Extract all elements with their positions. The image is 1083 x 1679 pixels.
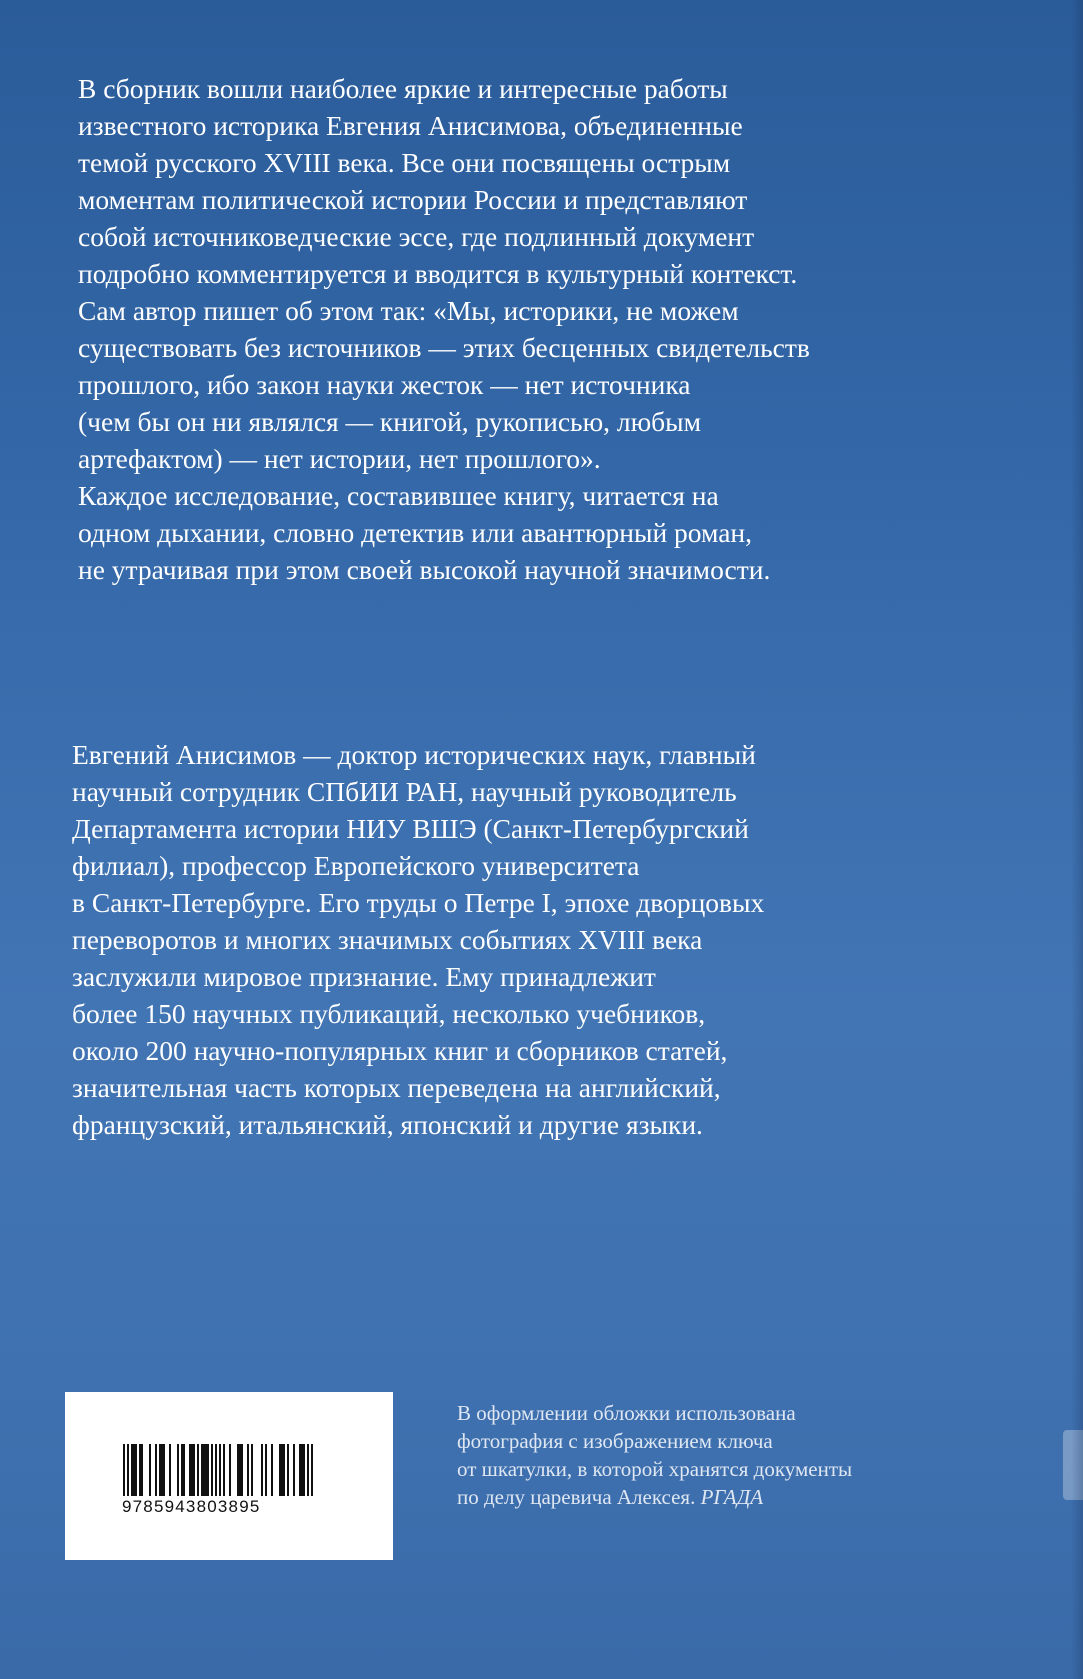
barcode-panel bbox=[65, 1392, 393, 1560]
barcode-bar bbox=[139, 1444, 143, 1496]
barcode-bar bbox=[127, 1444, 129, 1496]
barcode-bar bbox=[265, 1444, 267, 1496]
barcode-bar bbox=[293, 1444, 295, 1496]
author-bio-line: значительная часть которых переведена на английский, bbox=[72, 1072, 721, 1103]
barcode-bar bbox=[155, 1444, 157, 1496]
barcode-bar bbox=[279, 1444, 285, 1496]
barcode-bar bbox=[299, 1444, 305, 1496]
cover-edge-mark bbox=[1063, 1430, 1083, 1500]
author-bio-line: научный сотрудник СПбИИ РАН, научный руководитель bbox=[72, 776, 737, 807]
description-line: известного историка Евгения Анисимова, объединенные bbox=[78, 110, 743, 141]
barcode-bar bbox=[197, 1444, 199, 1496]
barcode-bar bbox=[287, 1444, 289, 1496]
barcode-bar bbox=[237, 1444, 243, 1496]
description-line: одном дыхании, словно детектив или авантюрный роман, bbox=[78, 517, 753, 548]
description-line: подробно комментируется и вводится в культурный контекст. bbox=[78, 258, 798, 289]
author-bio bbox=[72, 736, 764, 1143]
barcode-bar bbox=[201, 1444, 209, 1496]
barcode-bar bbox=[149, 1444, 151, 1496]
description-line: артефактом) — нет истории, нет прошлого». bbox=[78, 443, 601, 474]
description-line: существовать без источников — этих бесценных свидетельств bbox=[78, 332, 810, 363]
description-line: темой русского XVIII века. Все они посвящены острым bbox=[78, 147, 731, 178]
author-bio-line: более 150 научных публикаций, несколько учебников, bbox=[72, 998, 706, 1029]
barcode bbox=[123, 1444, 333, 1496]
barcode-bar bbox=[181, 1444, 185, 1496]
author-bio-line: Евгений Анисимов — доктор исторических наук, главный bbox=[72, 739, 756, 770]
barcode-bar bbox=[219, 1444, 221, 1496]
cover-credit bbox=[457, 1399, 852, 1511]
barcode-bar bbox=[211, 1444, 213, 1496]
barcode-bar bbox=[123, 1444, 125, 1496]
description-line: не утрачивая при этом своей высокой научной значимости. bbox=[78, 554, 771, 585]
author-bio-line: французский, итальянский, японский и другие языки. bbox=[72, 1109, 703, 1140]
author-bio-line: филиал), профессор Европейского университета bbox=[72, 850, 640, 881]
barcode-bar bbox=[307, 1444, 309, 1496]
barcode-bar bbox=[229, 1444, 231, 1496]
barcode-bar bbox=[271, 1444, 273, 1496]
credit-line bbox=[457, 1483, 852, 1511]
author-bio-line: заслужили мировое признание. Ему принадлежит bbox=[72, 961, 656, 992]
barcode-bar bbox=[247, 1444, 249, 1496]
barcode-bar bbox=[261, 1444, 263, 1496]
description-line: собой источниковедческие эссе, где подлинный документ bbox=[78, 221, 755, 252]
barcode-bar bbox=[215, 1444, 217, 1496]
barcode-bar bbox=[251, 1444, 253, 1496]
author-bio-line: около 200 научно-популярных книг и сборников статей, bbox=[72, 1035, 728, 1066]
credit-line-text: по делу царевича Алексея. bbox=[457, 1485, 701, 1509]
author-bio-line: переворотов и многих значимых событиях XVIII века bbox=[72, 924, 703, 955]
barcode-bar bbox=[169, 1444, 171, 1496]
barcode-bar bbox=[177, 1444, 179, 1496]
description-line: Каждое исследование, составившее книгу, читается на bbox=[78, 480, 719, 511]
barcode-bar bbox=[223, 1444, 225, 1496]
barcode-bar bbox=[189, 1444, 195, 1496]
description-line: прошлого, ибо закон науки жесток — нет источника bbox=[78, 369, 691, 400]
credit-line: фотография с изображением ключа bbox=[457, 1429, 773, 1453]
barcode-bar bbox=[131, 1444, 137, 1496]
author-bio-line: Департамента истории НИУ ВШЭ (Санкт-Петербургский bbox=[72, 813, 749, 844]
barcode-bar bbox=[311, 1444, 313, 1496]
book-description bbox=[78, 70, 810, 588]
credit-line: от шкатулки, в которой хранятся документы bbox=[457, 1457, 853, 1481]
barcode-bar bbox=[159, 1444, 165, 1496]
isbn-digits: 9785943803895 bbox=[122, 1497, 261, 1516]
credit-line: В оформлении обложки использована bbox=[457, 1401, 796, 1425]
description-line: моментам политической истории России и представляют bbox=[78, 184, 748, 215]
description-line: В сборник вошли наиболее яркие и интересные работы bbox=[78, 73, 728, 104]
archive-name: РГАДА bbox=[700, 1485, 764, 1509]
description-line: Сам автор пишет об этом так: «Мы, историки, не можем bbox=[78, 295, 739, 326]
description-line: (чем бы он ни являлся — книгой, рукописью, любым bbox=[78, 406, 702, 437]
author-bio-line: в Санкт-Петербурге. Его труды о Петре I, эпохе дворцовых bbox=[72, 887, 765, 918]
